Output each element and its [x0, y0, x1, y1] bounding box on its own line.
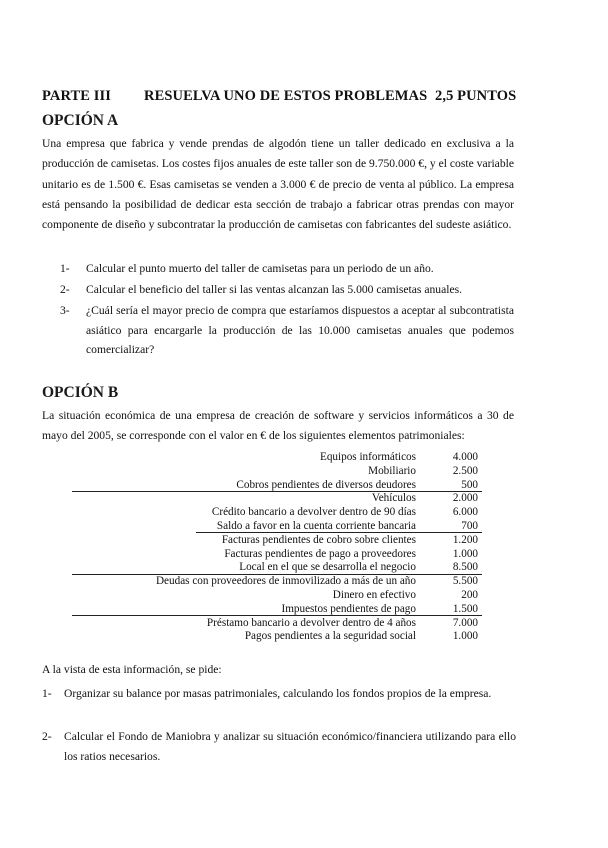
option-b-intro: A la vista de esta información, se pide: [42, 663, 222, 676]
asset-row [100, 575, 486, 589]
asset-value: 1.200 [452, 533, 478, 546]
asset-label: Mobiliario [368, 464, 416, 477]
asset-label: Equipos informáticos [319, 451, 416, 463]
asset-value: 700 [461, 519, 478, 532]
question-text: Calcular el Fondo de Maniobra y analizar su situación económico/financiera utilizando para ello los ratios necesarios. [64, 730, 516, 763]
question-number: 2- [42, 730, 52, 743]
asset-label: Impuestos pendientes de pago [281, 602, 416, 615]
question-text: Calcular el beneficio del taller si las ventas alcanzan las 5.000 camisetas anuales. [86, 283, 462, 296]
asset-value: 2.500 [452, 464, 478, 477]
asset-row [100, 534, 486, 548]
asset-label: Facturas pendientes de cobro sobre clientes [221, 533, 416, 546]
option-b-question-1 [42, 684, 516, 704]
asset-row [100, 589, 486, 603]
divider-line [72, 491, 482, 492]
asset-value: 2.000 [452, 492, 478, 505]
asset-label: Dinero en efectivo [332, 588, 416, 601]
asset-row [100, 465, 486, 479]
asset-row [100, 630, 486, 644]
question-text: Organizar su balance por masas patrimoniales, calculando los fondos propios de la empresa. [64, 687, 492, 700]
asset-value: 5.500 [452, 575, 478, 588]
asset-value: 7.000 [452, 616, 478, 629]
asset-label: Pagos pendientes a la seguridad social [244, 630, 416, 643]
asset-value: 500 [461, 478, 478, 491]
asset-value: 6.000 [452, 506, 478, 519]
asset-label: Vehículos [371, 492, 416, 505]
question-number: 2- [60, 283, 70, 296]
asset-label: Local en el que se desarrolla el negocio [239, 561, 416, 574]
asset-label: Facturas pendientes de pago a proveedores [224, 547, 416, 560]
option-b-paragraph: La situación económica de una empresa de creación de software y servicios informáticos a 30 de mayo del 2005, se corresponde con el valor en € de los siguientes elementos patrimoniales: [42, 409, 514, 443]
asset-value: 8.500 [452, 561, 478, 574]
asset-label: Crédito bancario a devolver dentro de 90 días [211, 506, 416, 519]
asset-value: 4.000 [452, 451, 478, 463]
divider-line [72, 615, 482, 616]
points-label: 2,5 PUNTOS [435, 88, 517, 104]
option-a-question-1 [60, 259, 514, 279]
asset-label: Saldo a favor en la cuenta corriente bancaria [216, 519, 416, 532]
divider-line [72, 574, 482, 575]
question-number: 3- [60, 304, 70, 317]
asset-value: 1.000 [452, 547, 478, 560]
asset-value: 200 [461, 588, 478, 601]
option-a-question-2 [60, 280, 514, 300]
option-b-title: OPCIÓN B [42, 384, 119, 401]
option-a-title: OPCIÓN A [42, 112, 119, 129]
option-a-question-3 [60, 301, 514, 360]
asset-row [100, 492, 486, 506]
question-text: Calcular el punto muerto del taller de camisetas para un periodo de un año. [86, 262, 434, 275]
option-a-paragraph: Una empresa que fabrica y vende prendas de algodón tiene un taller dedicado en exclusiva a la producción de camisetas. Los costes fijos anuales de este taller son de 9.750.000 €, y el coste variable unitario es de 1.500 €. Esas camisetas se venden a 3.000 € de precio de venta al público. La empresa está pensando la posibilidad de dedicar esta sección de trabajo a fabricar otras prendas con mayor componente de diseño y subcontratar la producción de camisetas con fabricantes del sudeste asiático. [42, 137, 514, 232]
asset-label: Cobros pendientes de diversos deudores [236, 478, 416, 491]
asset-row [100, 451, 486, 465]
option-b-question-2 [42, 727, 516, 767]
divider-line [196, 532, 482, 533]
part-label: PARTE III [42, 88, 112, 104]
question-text: ¿Cuál sería el mayor precio de compra que estaríamos dispuestos a aceptar al subcontratista asiático para encargarle la producción de las 10.000 camisetas anuales que podemos comercializar? [86, 304, 514, 356]
asset-label: Préstamo bancario a devolver dentro de 4 años [206, 616, 416, 629]
asset-row [100, 617, 486, 631]
asset-value: 1.000 [452, 630, 478, 643]
instruction-label: RESUELVA UNO DE ESTOS PROBLEMAS [144, 88, 428, 104]
question-number: 1- [42, 687, 52, 700]
asset-row [100, 548, 486, 562]
question-number: 1- [60, 262, 70, 275]
asset-value: 1.500 [452, 602, 478, 615]
asset-row [100, 506, 486, 520]
asset-label: Deudas con proveedores de inmovilizado a más de un año [155, 575, 416, 588]
